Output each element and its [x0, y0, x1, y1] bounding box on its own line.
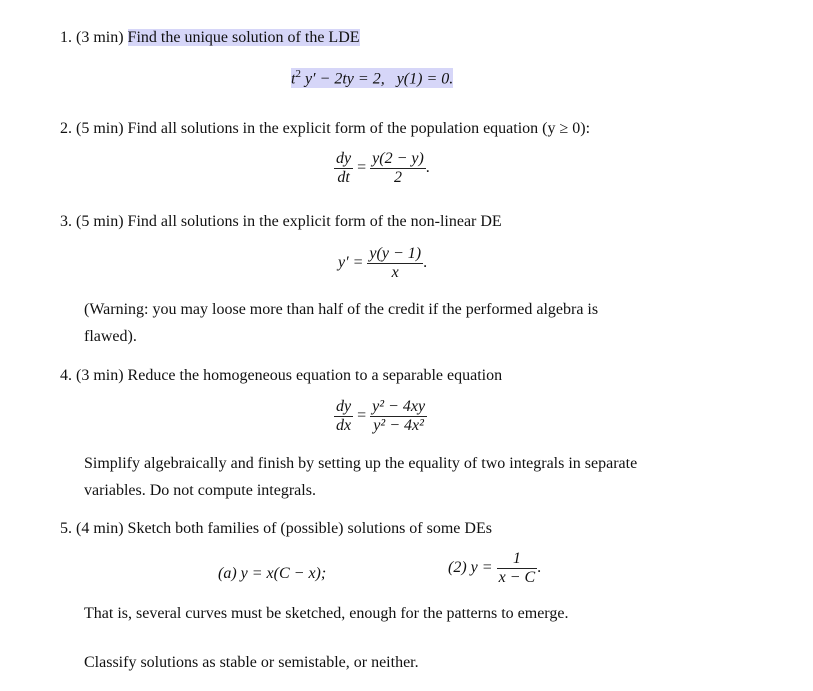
problem-prompt-highlighted: Find the unique solution of the LDE	[127, 29, 360, 46]
problem-4-equation: $\frac{dy}{dx}$ = $\frac{\text{y² − 4xy}}{\text{y² − 4x²}}$	[336, 398, 426, 434]
problem-number: 1.	[60, 29, 72, 46]
problem-4-note: Simplify algebraically and finish by setting up the equality of two integrals in separate variables. Do not compute integrals.	[84, 455, 638, 499]
problem-3-note: (Warning: you may loose more than half of the credit if the performed algebra is flawed).	[84, 301, 599, 345]
problem-1-header	[60, 29, 360, 47]
problem-3-equation: y′ = $\frac{y(y - 1)}{x}$ .	[338, 245, 428, 281]
problem-5-note-1: That is, several curves must be sketched, enough for the patterns to emerge.	[84, 605, 569, 622]
problem-2-equation: $\frac{dy}{dt}$ = $\frac{y(2 - y)}{2}$ .	[336, 150, 430, 186]
problem-5-header: 5. (4 min) Sketch both families of (possible) solutions of some DEs	[60, 520, 492, 537]
problem-time: (3 min)	[76, 29, 124, 46]
problem-1-equation: $t^2$ y′ − 2ty = 2, y(1) = 0.	[291, 68, 454, 88]
problem-5-equation-b: (2) y = $\frac{1}{x - C}$ .	[448, 550, 542, 586]
problem-2-header: 2. (5 min) Find all solutions in the explicit form of the population equation (y ≥ 0):	[60, 120, 591, 137]
problem-5-equation-a: (a) y = x(C − x);	[218, 565, 327, 582]
problem-5-note-2: Classify solutions as stable or semistable, or neither.	[84, 654, 419, 671]
problem-3-header: 3. (5 min) Find all solutions in the explicit form of the non-linear DE	[60, 213, 502, 230]
problem-4-header: 4. (3 min) Reduce the homogeneous equation to a separable equation	[60, 367, 503, 384]
